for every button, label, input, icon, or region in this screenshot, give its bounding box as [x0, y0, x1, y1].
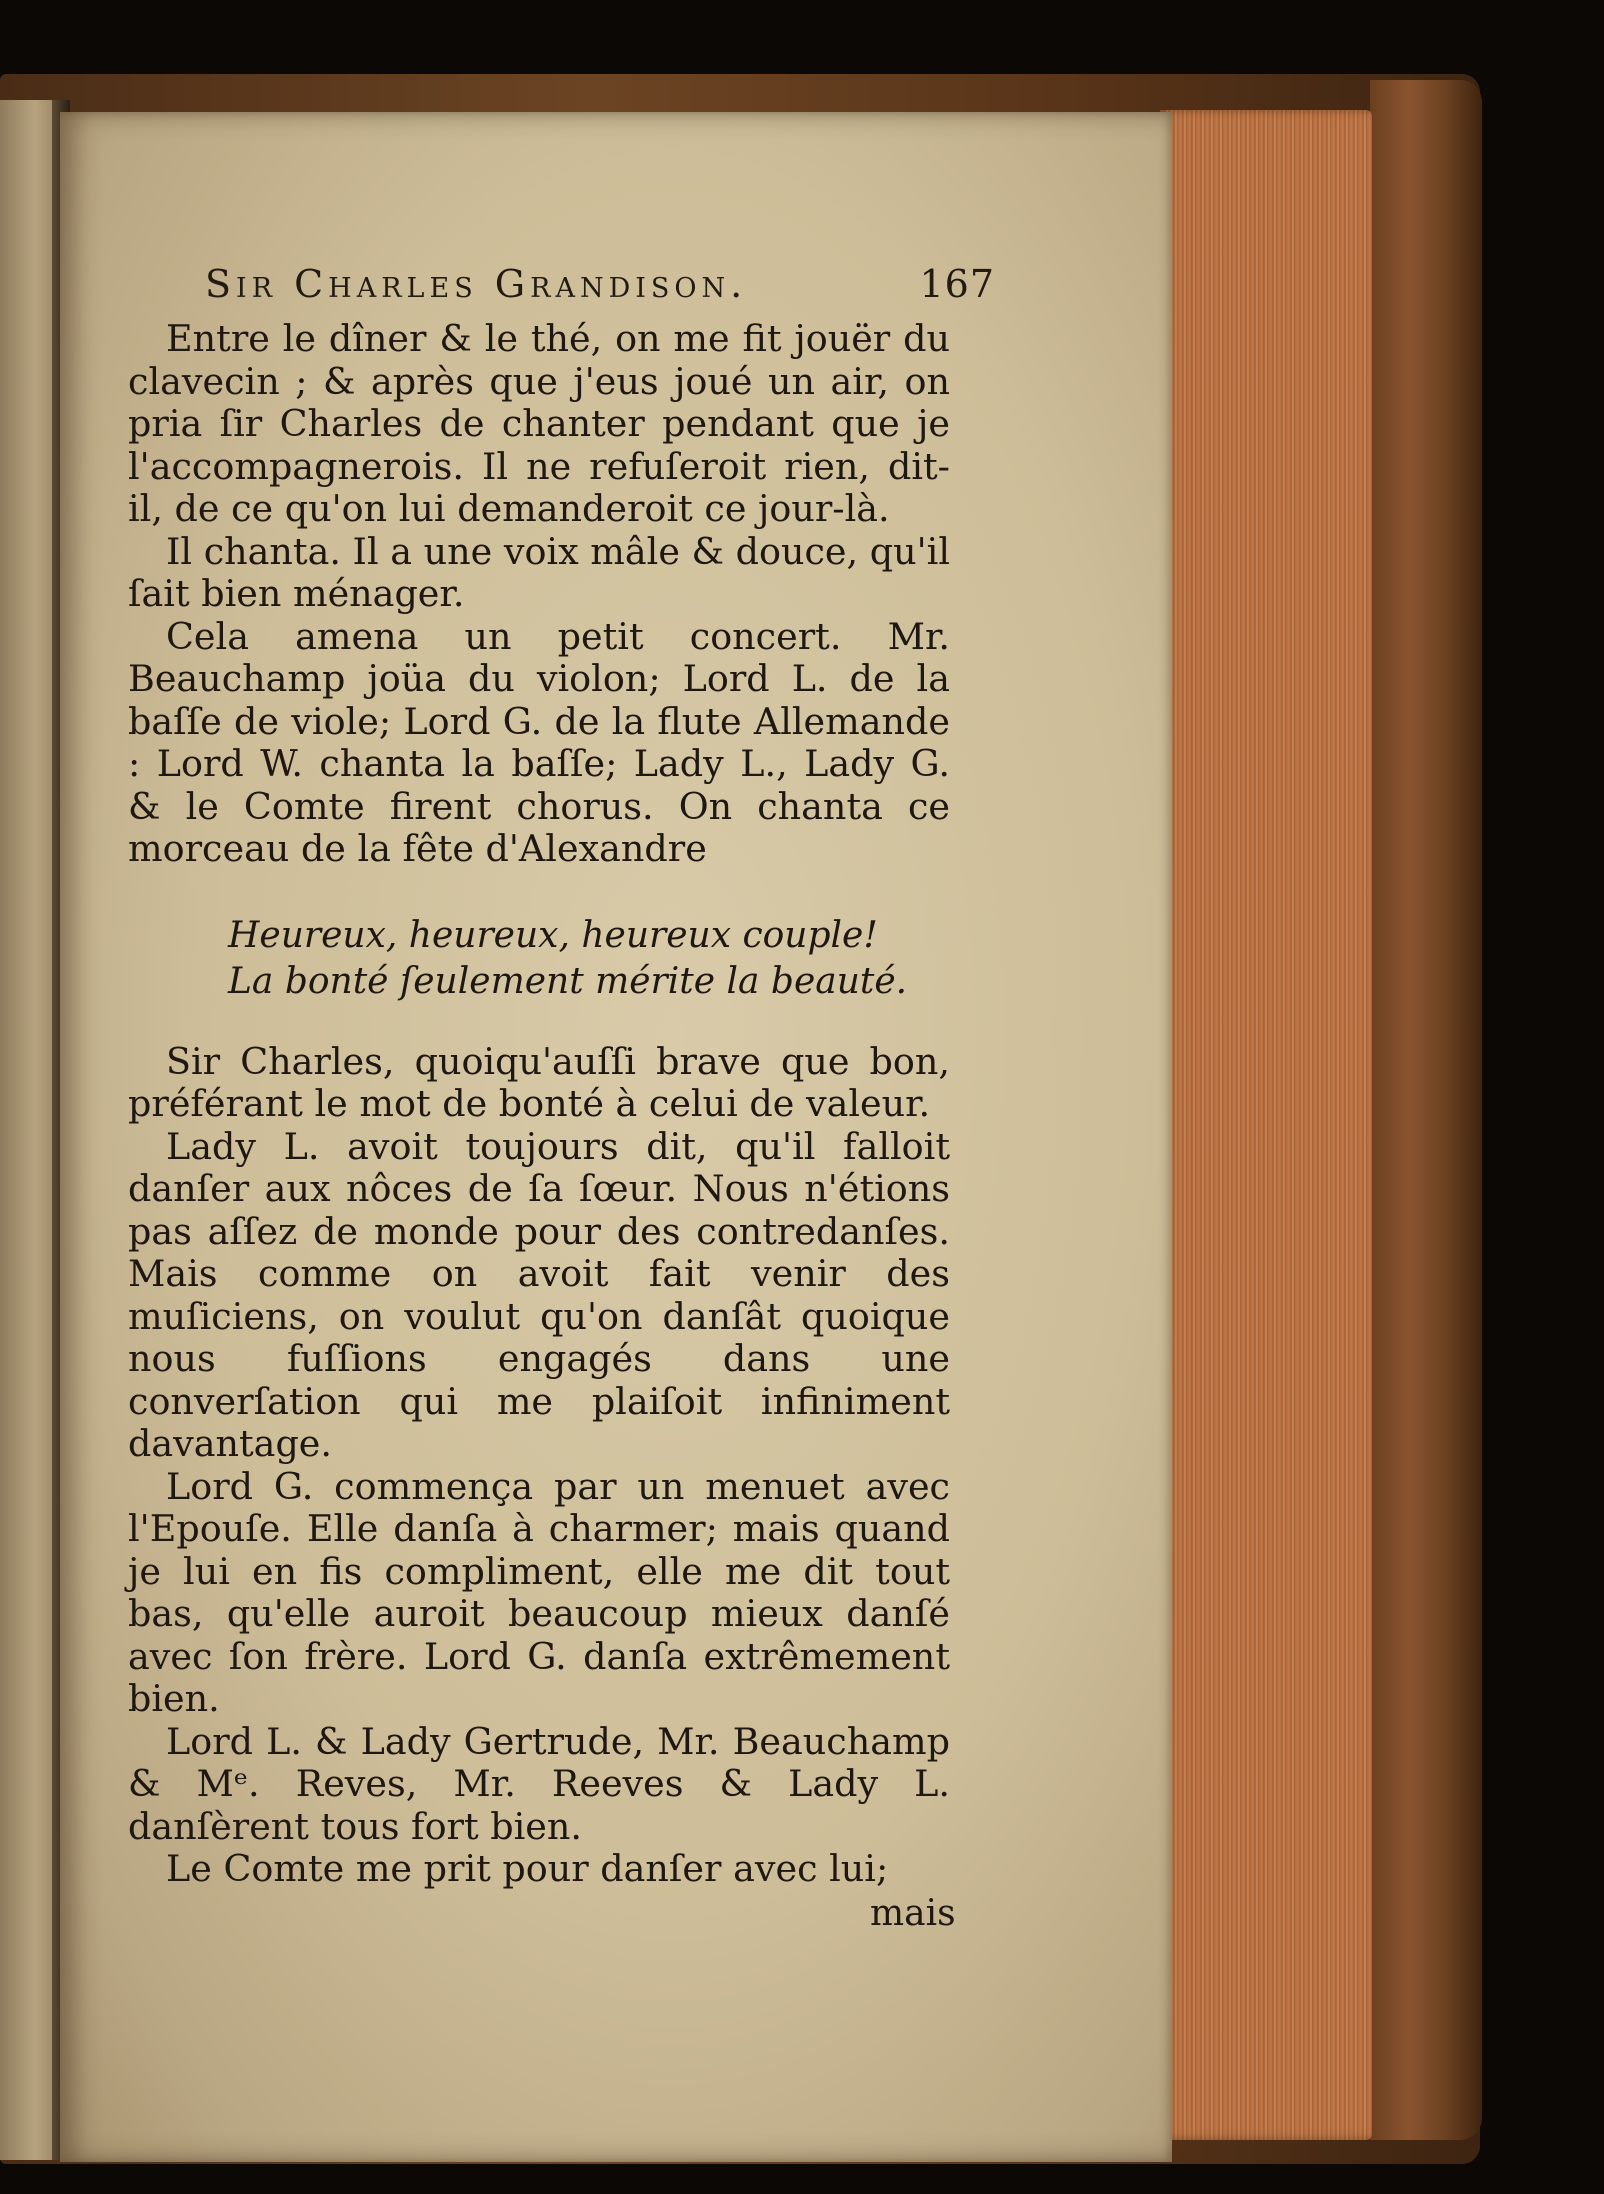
verse-quote	[128, 913, 950, 1005]
paragraph: Sir Charles, quoiqu'auſſi brave que bon, préférant le mot de bonté à celui de valeur.	[128, 1039, 950, 1125]
running-header	[205, 262, 995, 322]
running-title: Sir Charles Grandison.	[205, 262, 748, 306]
page-number: 167	[919, 262, 995, 306]
left-page-edge	[0, 100, 58, 2160]
paragraph: Lord L. & Lady Gertrude, Mr. Beauchamp & Mᵉ. Reves, Mr. Reeves & Lady L. danſèrent tous fort bien.	[128, 1719, 950, 1848]
page-body	[128, 318, 950, 1891]
paragraph: Il chanta. Il a une voix mâle & douce, qu'il ſait bien ménager.	[128, 529, 950, 615]
book-cover-edge	[1370, 80, 1482, 2140]
paragraph: Lord G. commença par un menuet avec l'Epouſe. Elle danſa à charmer; mais quand je lui en fis compliment, elle me dit tout bas, qu'elle auroit beaucoup mieux danſé avec ſon frère. Lord G. danſa extrêmement bien.	[128, 1464, 950, 1720]
verse-line: Heureux, heureux, heureux couple!	[228, 914, 878, 956]
paragraph: Lady L. avoit toujours dit, qu'il falloit danſer aux nôces de ſa ſœur. Nous n'étions pas aſſez de monde pour des contredanſes. Mais comme on avoit fait venir des muſiciens, on voulut qu'on danſât quoique nous fuſſions engagés dans une converſation qui me plaiſoit infiniment davantage.	[128, 1124, 950, 1465]
catchword: mais	[870, 1893, 956, 1934]
verse-line: La bonté ſeulement mérite la beauté.	[228, 960, 908, 1002]
paragraph: Entre le dîner & le thé, on me fit jouër du clavecin ; & après que j'eus joué un air, on pria ſir Charles de chanter pendant que je l'accompagnerois. Il ne refuſeroit rien, dit-il, de ce qu'on lui demanderoit ce jour-là.	[128, 317, 950, 530]
paragraph: Le Comte me prit pour danſer avec lui;	[166, 1847, 889, 1890]
paragraph: Cela amena un petit concert. Mr. Beauchamp joüa du violon; Lord L. de la baſſe de viole; Lord G. de la flute Allemande : Lord W. chanta la baſſe; Lady L., Lady G. & le Comte firent chorus. On chanta ce morceau de la fête d'Alexandre	[128, 614, 950, 870]
page-stack-edges	[1160, 110, 1372, 2140]
